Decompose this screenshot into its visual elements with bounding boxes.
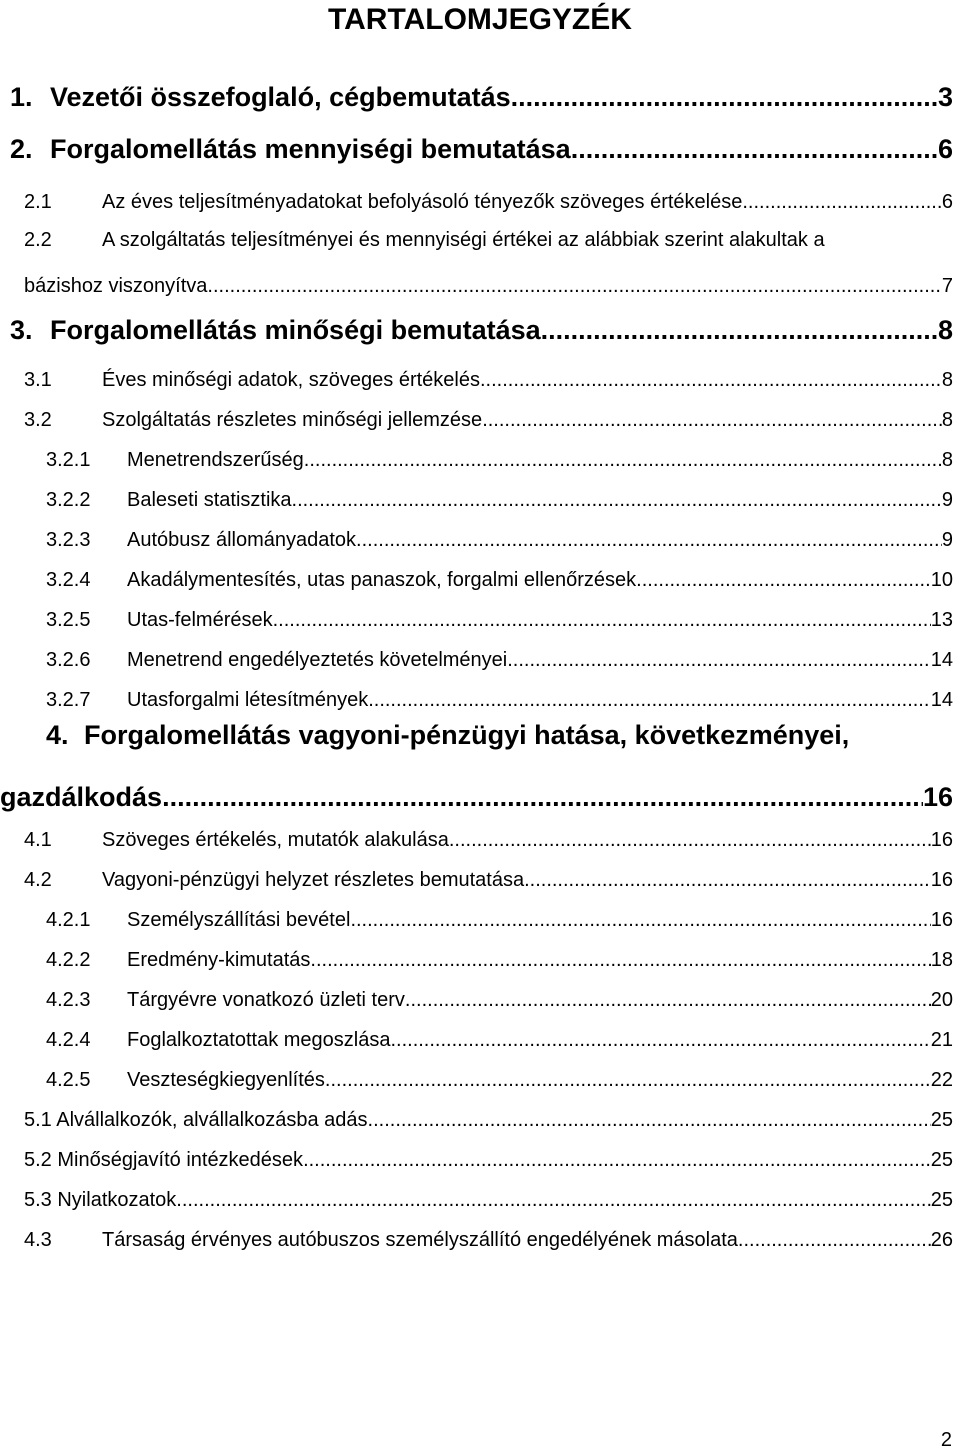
leader-dots (738, 1228, 931, 1252)
leader-dots (636, 568, 931, 592)
leader-dots (368, 688, 931, 712)
toc-entry-5-1[interactable] (0, 1092, 960, 1132)
leader-dots (480, 368, 942, 392)
toc-page: 3 (937, 82, 953, 112)
toc-text: Autóbusz állományadatok (127, 529, 357, 551)
toc-text: Szöveges értékelés, mutatók alakulása (102, 829, 449, 851)
leader-dots (482, 408, 942, 432)
toc-number: 3.2.6 (46, 649, 91, 671)
toc-page: 14 (930, 649, 953, 671)
toc-text: Utas-felmérések (127, 609, 273, 631)
toc-entry-3-2-5[interactable] (0, 592, 960, 632)
toc-entry-2-1[interactable] (0, 174, 960, 214)
toc-entry-3-2-2[interactable] (0, 472, 960, 512)
toc-text-line2: gazdálkodás (0, 782, 163, 812)
toc-number: 2. (10, 134, 33, 164)
leader-dots (325, 1068, 931, 1092)
toc-page: 8 (937, 315, 953, 345)
toc-text: Utasforgalmi létesítmények (127, 689, 369, 711)
toc-entry-2-2[interactable] (0, 228, 960, 298)
leader-dots (207, 274, 941, 298)
toc-page: 9 (941, 529, 953, 551)
toc-text: Tárgyévre vonatkozó üzleti terv (127, 989, 405, 1011)
toc-entry-3-1[interactable] (0, 352, 960, 392)
toc-text-line2: bázishoz viszonyítva (24, 275, 208, 297)
leader-dots (368, 1108, 931, 1132)
toc-page: 8 (941, 449, 953, 471)
toc-number: 3.2.4 (46, 569, 91, 591)
leader-dots (524, 868, 931, 892)
toc-page: 6 (941, 191, 953, 213)
toc-text-line1: A szolgáltatás teljesítményei és mennyiségi értékei az alábbiak szerint alakultak a (102, 229, 825, 251)
toc-number: 3.2.5 (46, 609, 91, 631)
toc-text: Foglalkoztatottak megoszlása (127, 1029, 391, 1051)
leader-dots (176, 1188, 930, 1212)
leader-dots (511, 82, 938, 112)
toc-number: 3. (10, 315, 33, 345)
toc-page: 13 (930, 609, 953, 631)
toc-page: 16 (930, 869, 953, 891)
toc-number: 3.2 (24, 409, 52, 431)
toc-text: 5.1 Alvállalkozók, alvállalkozásba adás (24, 1109, 368, 1131)
toc-number: 4.2.4 (46, 1029, 91, 1051)
toc-number: 3.2.7 (46, 689, 91, 711)
toc-number: 4.1 (24, 829, 52, 851)
toc-page: 8 (941, 369, 953, 391)
toc-page: 18 (930, 949, 953, 971)
toc-page: 16 (930, 909, 953, 931)
toc-entry-4-2-1[interactable] (0, 892, 960, 932)
leader-dots (292, 488, 942, 512)
toc-text: Menetrend engedélyeztetés követelményei (127, 649, 508, 671)
toc-number: 4. (46, 720, 69, 750)
toc-page: 16 (922, 782, 953, 812)
toc-number: 2.1 (24, 191, 52, 213)
toc-entry-4-2-3[interactable] (0, 972, 960, 1012)
toc-page: 8 (941, 409, 953, 431)
leader-dots (742, 190, 942, 214)
toc-title: TARTALOMJEGYZÉK (328, 3, 632, 36)
toc-entry-5-3[interactable] (0, 1172, 960, 1212)
toc-page: 21 (930, 1029, 953, 1051)
leader-dots (507, 648, 931, 672)
leader-dots (571, 134, 938, 164)
leader-dots (310, 948, 930, 972)
toc-number: 1. (10, 82, 33, 112)
leader-dots (304, 448, 942, 472)
toc-number: 4.2.1 (46, 909, 91, 931)
toc-page: 25 (930, 1189, 953, 1211)
leader-dots (356, 528, 942, 552)
toc-page: 10 (930, 569, 953, 591)
toc-text: 5.3 Nyilatkozatok (24, 1189, 177, 1211)
toc-entry-3-2-7[interactable] (0, 672, 960, 712)
toc-number: 4.2 (24, 869, 52, 891)
leader-dots (303, 1148, 931, 1172)
toc-text: Akadálymentesítés, utas panaszok, forgalmi ellenőrzések (127, 569, 637, 591)
toc-entry-4-2-5[interactable] (0, 1052, 960, 1092)
toc-entry-3-2-4[interactable] (0, 552, 960, 592)
toc-number: 4.2.5 (46, 1069, 91, 1091)
toc-number: 4.3 (24, 1229, 52, 1251)
toc-page: 6 (937, 134, 953, 164)
toc-text: Forgalomellátás mennyiségi bemutatása (50, 134, 571, 164)
toc-entry-3[interactable] (0, 305, 960, 345)
toc-entry-4[interactable] (0, 720, 960, 812)
toc-number: 4.2.2 (46, 949, 91, 971)
toc-text: Baleseti statisztika (127, 489, 292, 511)
toc-page: 7 (941, 275, 953, 297)
page-number: 2 (940, 1429, 952, 1451)
toc-entry-4-1[interactable] (0, 812, 960, 852)
toc-text: Személyszállítási bevétel (127, 909, 351, 931)
toc-entry-1[interactable] (0, 72, 960, 112)
toc-entry-3-2-6[interactable] (0, 632, 960, 672)
toc-text: Vagyoni-pénzügyi helyzet részletes bemutatása (102, 869, 525, 891)
toc-text: Vezetői összefoglaló, cégbemutatás (50, 82, 511, 112)
toc-entry-4-3[interactable] (0, 1212, 960, 1252)
leader-dots (350, 908, 930, 932)
toc-number: 3.2.1 (46, 449, 91, 471)
toc-entry-3-2-1[interactable] (0, 432, 960, 472)
leader-dots (449, 828, 931, 852)
toc-entry-4-2-2[interactable] (0, 932, 960, 972)
leader-dots (273, 608, 931, 632)
toc-text: Eredmény-kimutatás (127, 949, 311, 971)
leader-dots (162, 782, 923, 812)
toc-text: Forgalomellátás minőségi bemutatása (50, 315, 541, 345)
toc-page: 14 (930, 689, 953, 711)
toc-entry-4-2[interactable] (0, 852, 960, 892)
toc-entry-2[interactable] (0, 124, 960, 164)
toc-page: 16 (930, 829, 953, 851)
toc-page: 25 (930, 1109, 953, 1131)
toc-text: Menetrendszerűség (127, 449, 304, 471)
toc-entry-4-2-4[interactable] (0, 1012, 960, 1052)
toc-number: 4.2.3 (46, 989, 91, 1011)
toc-text: 5.2 Minőségjavító intézkedések (24, 1149, 304, 1171)
toc-entry-3-2-3[interactable] (0, 512, 960, 552)
toc-number: 2.2 (24, 229, 52, 251)
leader-dots (541, 315, 938, 345)
toc-entry-3-2[interactable] (0, 392, 960, 432)
toc-text: Társaság érvényes autóbuszos személyszállító engedélyének másolata (102, 1229, 738, 1251)
toc-number: 3.1 (24, 369, 52, 391)
leader-dots (390, 1028, 930, 1052)
toc-page: 25 (930, 1149, 953, 1171)
toc-page: 20 (930, 989, 953, 1011)
toc-page: 22 (930, 1069, 953, 1091)
toc-number: 3.2.3 (46, 529, 91, 551)
leader-dots (405, 988, 931, 1012)
toc-page: 26 (930, 1229, 953, 1251)
toc-page: 9 (941, 489, 953, 511)
toc-text: Szolgáltatás részletes minőségi jellemzése (102, 409, 483, 431)
toc-text: Az éves teljesítményadatokat befolyásoló tényezők szöveges értékelése (102, 191, 743, 213)
toc-entry-5-2[interactable] (0, 1132, 960, 1172)
toc-text-line1: Forgalomellátás vagyoni-pénzügyi hatása, következményei, (84, 720, 850, 750)
toc-text: Veszteségkiegyenlítés (127, 1069, 325, 1091)
toc-text: Éves minőségi adatok, szöveges értékelés (102, 369, 480, 391)
toc-number: 3.2.2 (46, 489, 91, 511)
